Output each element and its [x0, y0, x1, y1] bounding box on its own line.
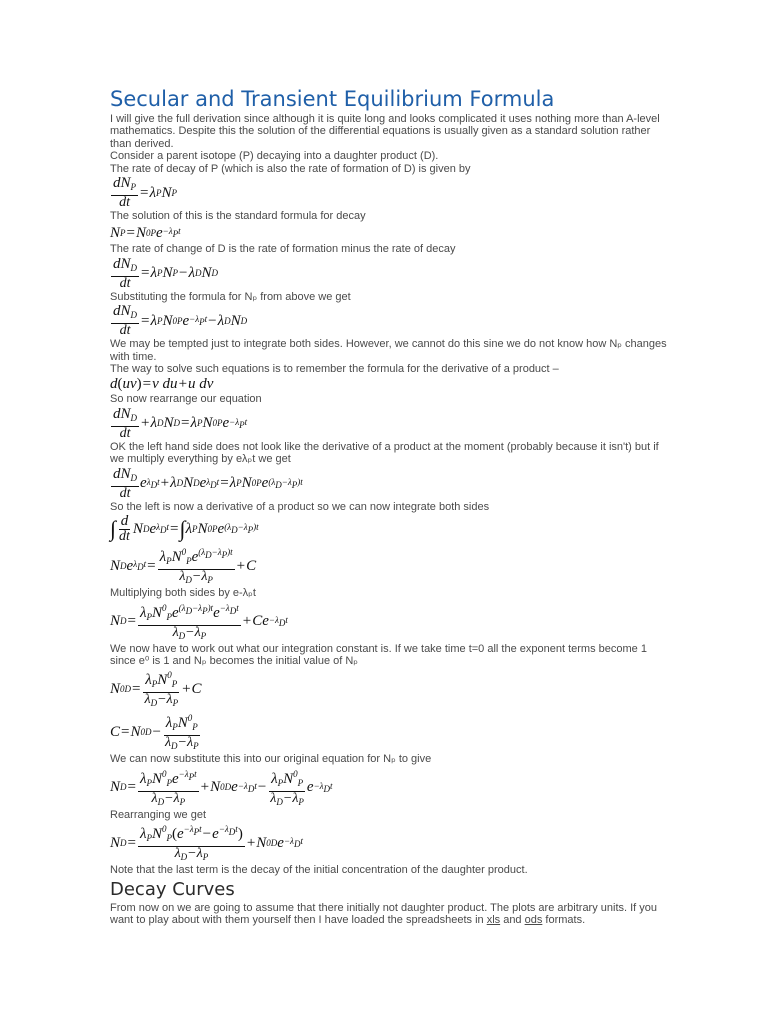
page-title: Secular and Transient Equilibrium Formula — [110, 87, 555, 111]
equation-10: N D = $\frac{\lambda_PN^0_Pe^{(\lambda_D-\lambda_P)t}e^{-\lambda_Dt}}{\lambda_D-\lambda_P}$ + Ce $-\lambda_Dt$ — [110, 600, 670, 643]
paragraph-substituting: Substituting the formula for Nₚ from above we get — [110, 290, 351, 303]
equation-7: $\frac{dN_D}{dt}$ e $\lambda_Dt$ + λ D N D e $\lambda_Dt$ = λ P N 0 P e $(\lambda_D-\lambda_P)t$ — [113, 465, 303, 501]
equation-6: $\frac{dN_D}{dt}$ + λ D N D = λ P N 0 P e $-\lambda_Pt$ — [113, 405, 248, 441]
decay-curves-end: formats. — [542, 913, 586, 926]
paragraph-rate-decay: The rate of decay of P (which is also the rate of formation of D) is given by — [110, 162, 471, 175]
paragraph-decay-curves — [110, 902, 670, 927]
equation-3: $\frac{dN_D}{dt}$ = λ P N P − λ D N D — [113, 255, 218, 291]
paragraph-tempted: We may be tempted just to integrate both sides. However, we cannot do this sine we do not know how Nₚ changes with time. — [110, 338, 670, 363]
paragraph-so-left: So the left is now a derivative of a product so we can now integrate both sides — [110, 500, 490, 513]
equation-1: $\frac{dN_P}{dt}$ = λ P N P — [113, 175, 177, 211]
paragraph-solution: The solution of this is the standard formula for decay — [110, 210, 366, 223]
paragraph-rate-change: The rate of change of D is the rate of formation minus the rate of decay — [110, 243, 456, 256]
link-ods[interactable]: ods — [524, 913, 543, 926]
paragraph-intro: I will give the full derivation since although it is quite long and looks complicated it uses nothing more than A-level mathematics. Despite this the solution of the differential equations is usually given as a standard solution rather than derived. — [110, 113, 663, 150]
paragraph-rearranging: Rearranging we get — [110, 808, 207, 821]
paragraph-way: The way to solve such equations is to remember the formula for the derivative of a product – — [110, 363, 559, 376]
decay-curves-and: and — [500, 913, 525, 926]
equation-14: N D = $\frac{\lambda_PN^0_P(e^{-\lambda_Pt}-e^{-\lambda_Dt})}{\lambda_D-\lambda_P}$ + N 0 D e $-\lambda_Dt$ — [110, 821, 670, 864]
paragraph-note: Note that the last term is the decay of the initial concentration of the daughter product. — [110, 864, 528, 877]
section-heading-decay-curves: Decay Curves — [110, 878, 235, 900]
paragraph-integration-constant: We now have to work out what our integration constant is. If we take time t=0 all the exponent terms become 1 since e⁰ is 1 and Nₚ becomes the initial value of Nₚ — [110, 642, 651, 667]
equation-2: N P = N 0 P e $-\lambda_Pt$ — [110, 224, 181, 241]
equation-12: C = N 0 D − $\frac{\lambda_PN^0_P}{\lambda_D-\lambda_P}$ — [110, 710, 670, 753]
paragraph-ok: OK the left hand side does not look like the derivative of a product at the moment (probably because it isn't) but if we multiply everything by eλₚt we get — [110, 440, 662, 466]
equation-9: N D e $\lambda_Dt$ = $\frac{\lambda_PN^0_Pe^{(\lambda_D-\lambda_P)t}}{\lambda_D-\lambda_P}$ + C — [110, 544, 670, 587]
equation-5: d ( uv ) = v du + u dv — [110, 376, 214, 393]
document — [110, 86, 670, 926]
equation-11: N 0 D = $\frac{\lambda_PN^0_P}{\lambda_D-\lambda_P}$ + C — [110, 667, 670, 710]
paragraph-multiplying: Multiplying both sides by e-λₚt — [110, 587, 256, 600]
equation-13: N D = $\frac{\lambda_PN^0_Pe^{-\lambda_Pt}}{\lambda_D-\lambda_P}$ + N 0 D e $-\lambda_Dt$ − $\frac{\lambda_PN^0_P}{\lambda_D-\lambda_P}$ e $-\lambda_Dt$ — [110, 766, 670, 809]
paragraph-consider: Consider a parent isotope (P) decaying into a daughter product (D). — [110, 150, 439, 163]
paragraph-rearrange: So now rearrange our equation — [110, 393, 262, 406]
equation-4: $\frac{dN_D}{dt}$ = λ P N 0 P e $-\lambda_Pt$ − λ D N D — [113, 303, 248, 339]
paragraph-substitute: We can now substitute this into our original equation for Nₚ to give — [110, 753, 432, 766]
link-xls[interactable]: xls — [486, 913, 501, 926]
decay-curves-text: From now on we are going to assume that there initially not daughter product. The plots are arbitrary units. If you want to play about with them yourself then I have loaded the spreadsheets in — [110, 901, 661, 926]
equation-8: ∫ $\frac{d}{dt}$ N D e $\lambda_Dt$ = ∫ λ P N 0 P e $(\lambda_D-\lambda_P)t$ — [110, 513, 259, 545]
